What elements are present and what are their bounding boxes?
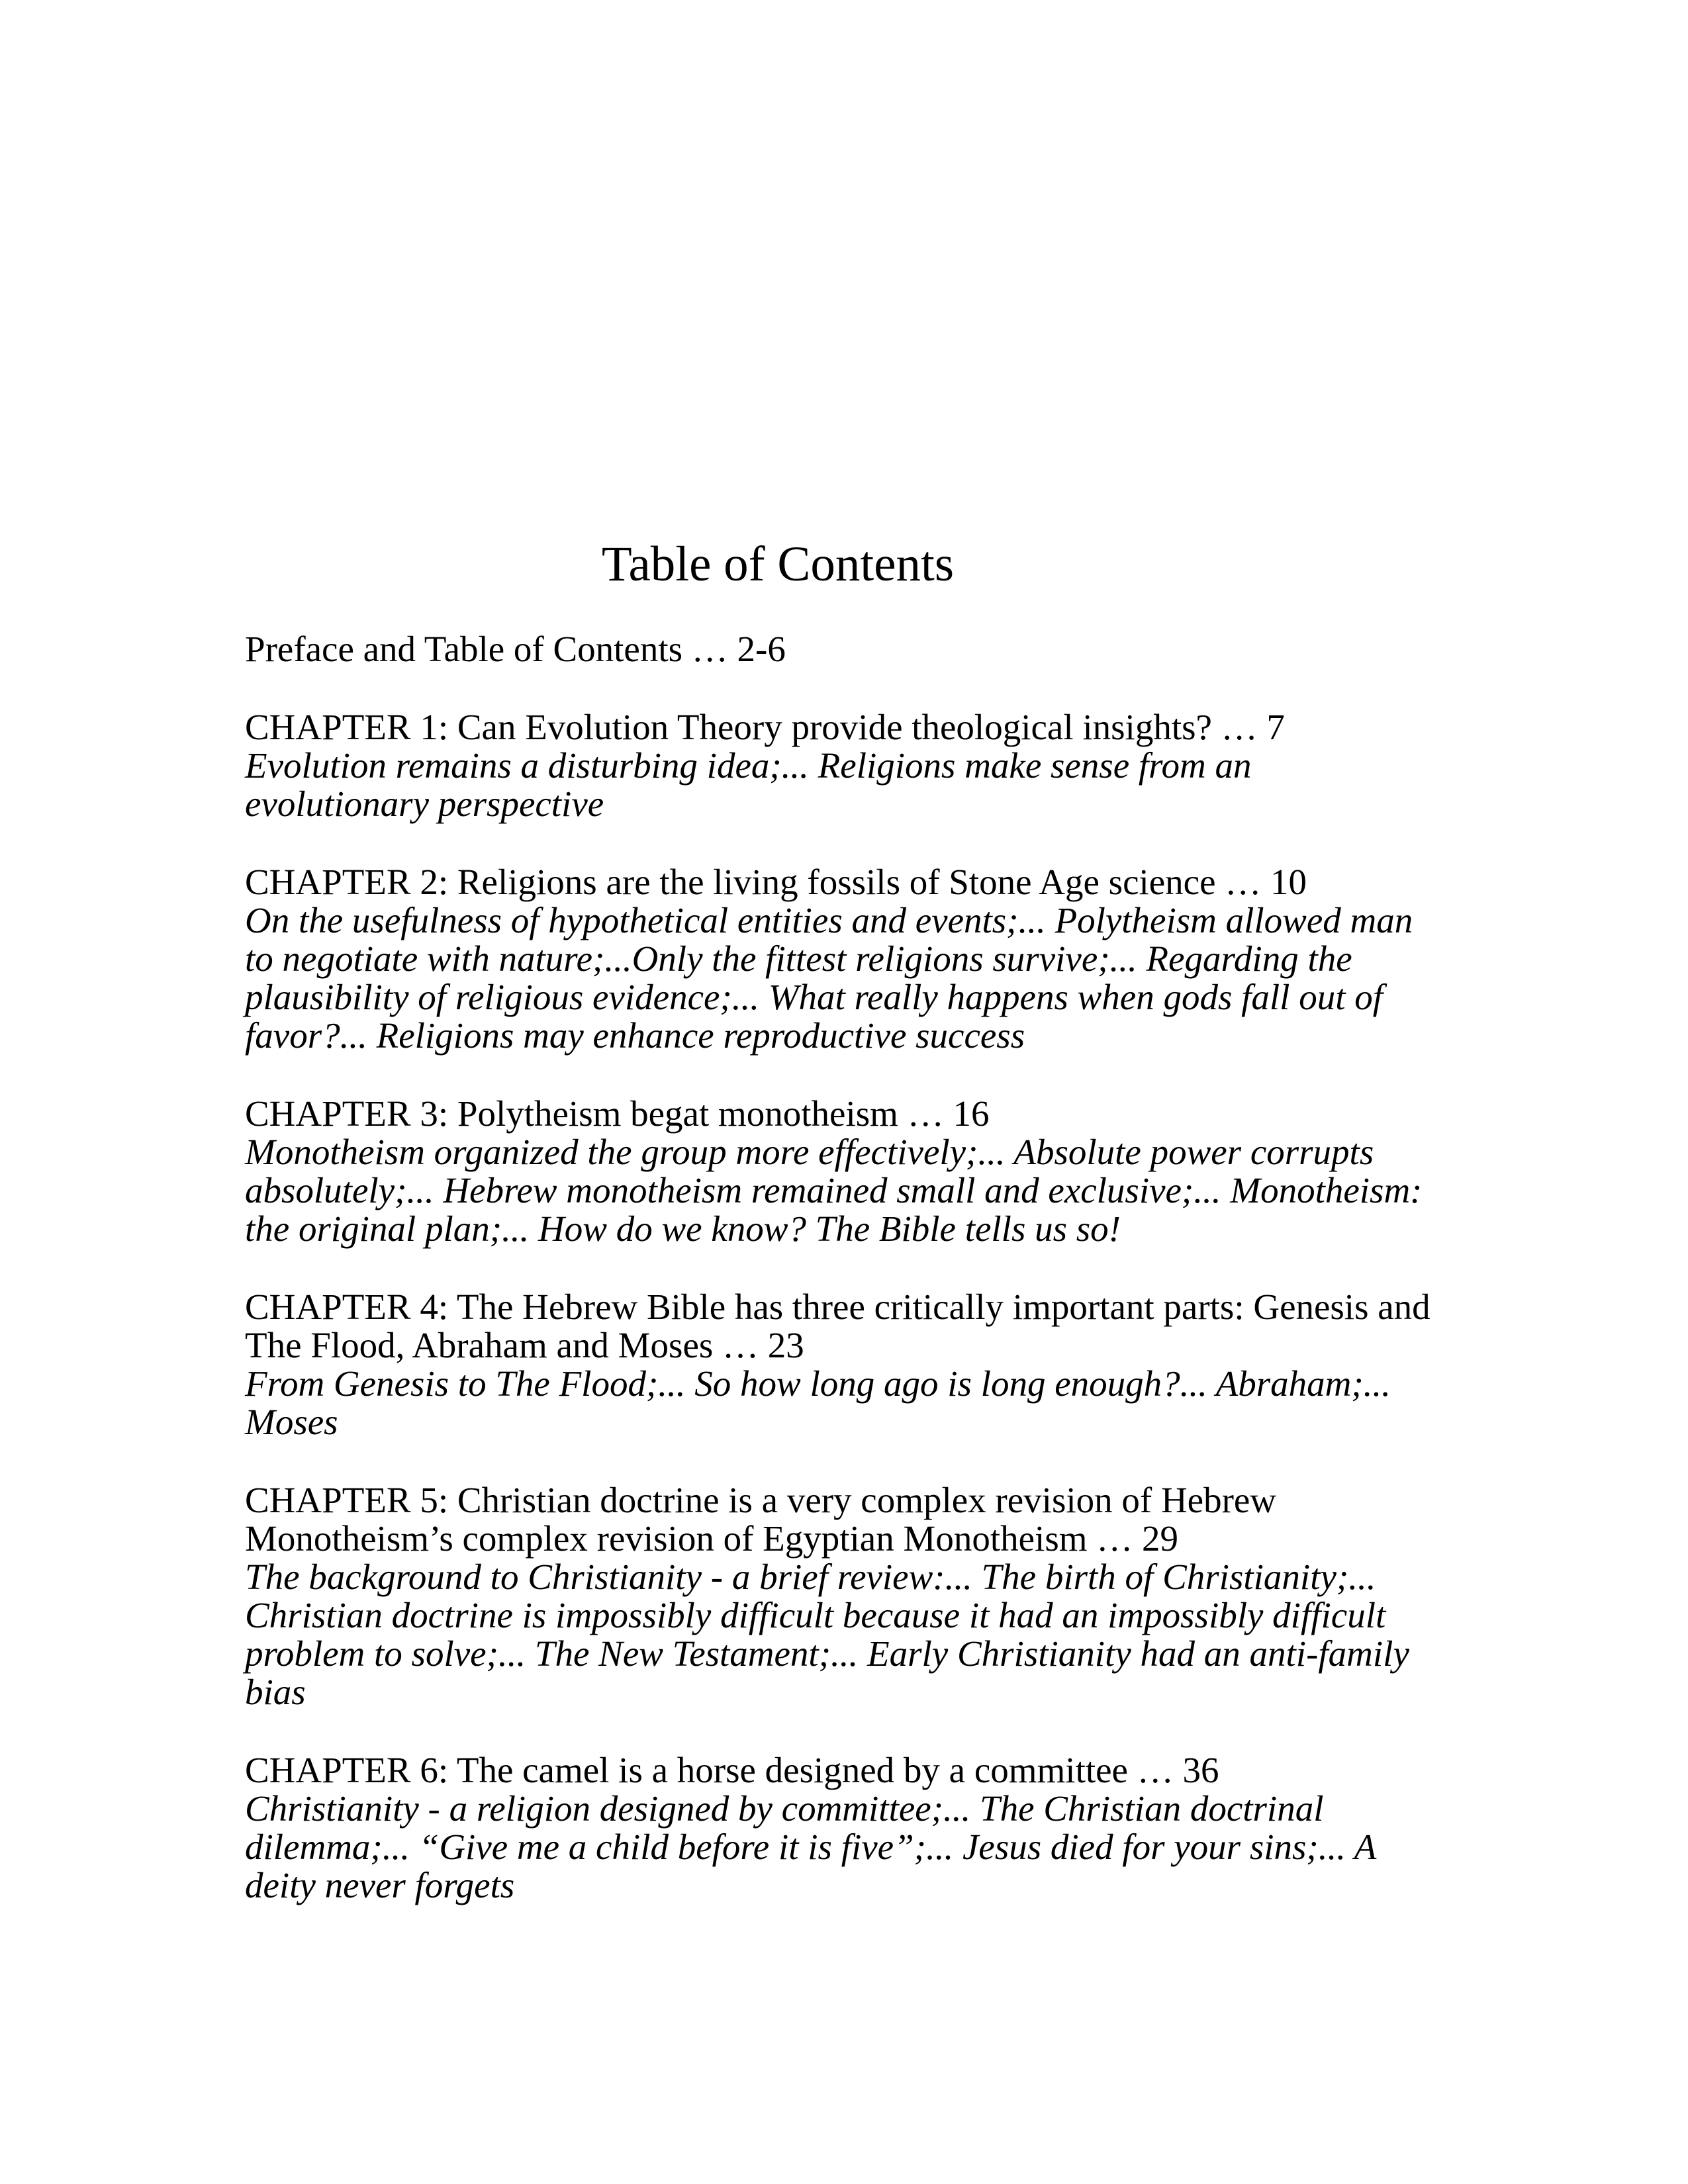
toc-entry-heading: CHAPTER 2: Religions are the living fossils of Stone Age science … 10 <box>245 862 1307 902</box>
toc-entry-heading: CHAPTER 5: Christian doctrine is a very complex revision of Hebrew Monotheism’s complex revision of Egyptian Monotheism … 29 <box>245 1480 1277 1559</box>
toc-entry-summary: Monotheism organized the group more effectively;... Absolute power corrupts absolutely;... Hebrew monotheism remained small and exclusive;... Monotheism: the original plan;... How do we know? The Bible tells us so! <box>245 1132 1423 1249</box>
toc-entry-summary: On the usefulness of hypothetical entities and events;... Polytheism allowed man to negotiate with nature;...Only the fittest religions survive;... Regarding the plausibility of religious evidence;... What really happens when gods fall out of favor?... Religions may enhance reproductive success <box>245 900 1413 1056</box>
toc-entry-chapter-2 <box>245 863 1443 1055</box>
toc-entry-chapter-5 <box>245 1481 1443 1711</box>
toc-entry-heading: CHAPTER 3: Polytheism begat monotheism … 16 <box>245 1093 990 1134</box>
toc-entry-preface <box>245 630 1443 668</box>
page-title: Table of Contents <box>601 537 955 592</box>
toc-entry-heading: CHAPTER 1: Can Evolution Theory provide theological insights? … 7 <box>245 707 1285 747</box>
toc-entry-chapter-3 <box>245 1095 1443 1248</box>
toc-entry-chapter-4 <box>245 1288 1443 1441</box>
toc-entry-heading: CHAPTER 6: The camel is a horse designed by a committee … 36 <box>245 1750 1219 1790</box>
toc-entry-chapter-1 <box>245 708 1443 823</box>
toc-list <box>245 630 1443 1944</box>
toc-entry-summary: The background to Christianity - a brief review:... The birth of Christianity;... Christian doctrine is impossibly difficult because it had an impossibly difficult problem to solve;... The New Testament;... Early Christianity had an anti-family bias <box>245 1557 1409 1712</box>
toc-entry-heading: Preface and Table of Contents … 2-6 <box>245 629 786 669</box>
toc-entry-summary: Evolution remains a disturbing idea;... Religions make sense from an evolutionary perspective <box>245 745 1252 824</box>
toc-entry-chapter-6 <box>245 1751 1443 1905</box>
toc-entry-heading: CHAPTER 4: The Hebrew Bible has three critically important parts: Genesis and The Flood, Abraham and Moses … 23 <box>245 1287 1430 1365</box>
toc-entry-summary: Christianity - a religion designed by committee;... The Christian doctrinal dilemma;... “Give me a child before it is five”;... Jesus died for your sins;... A deity never forgets <box>245 1788 1376 1905</box>
toc-entry-summary: From Genesis to The Flood;... So how long ago is long enough?... Abraham;... Moses <box>245 1363 1391 1442</box>
